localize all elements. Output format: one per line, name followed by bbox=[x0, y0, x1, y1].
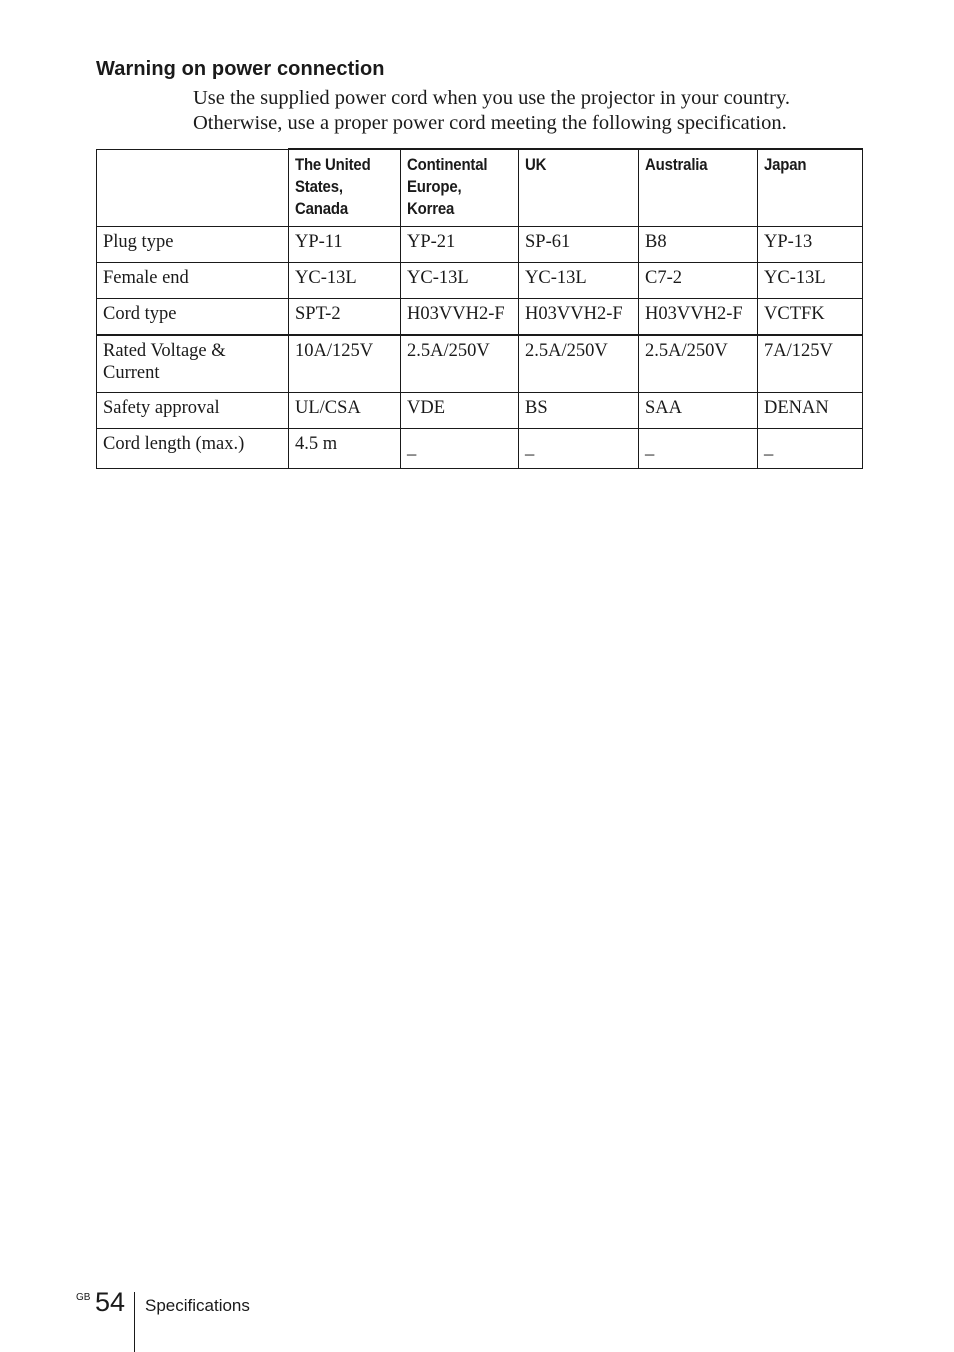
table-cell: YP-11 bbox=[289, 227, 401, 263]
table-cell: H03VVH2-F bbox=[639, 299, 758, 336]
footer-section-title: Specifications bbox=[145, 1296, 250, 1315]
table-cell: SAA bbox=[639, 393, 758, 429]
table-cell: 2.5A/250V bbox=[401, 335, 519, 393]
table-cell: C7-2 bbox=[639, 263, 758, 299]
column-header-australia: Australia bbox=[639, 149, 758, 227]
table-cell: SPT-2 bbox=[289, 299, 401, 336]
footer-divider bbox=[134, 1292, 135, 1352]
table-row-female-end bbox=[97, 263, 863, 299]
column-header-empty bbox=[97, 149, 289, 227]
table-cell: 2.5A/250V bbox=[519, 335, 639, 393]
table-cell: YC-13L bbox=[401, 263, 519, 299]
table-cell: _ bbox=[401, 429, 519, 469]
column-header-us-canada: The United States, Canada bbox=[289, 149, 401, 227]
column-header-uk: UK bbox=[519, 149, 639, 227]
table-cell: YP-21 bbox=[401, 227, 519, 263]
footer-region-code: GB bbox=[76, 1292, 91, 1303]
table-row-plug-type bbox=[97, 227, 863, 263]
table-cell: 2.5A/250V bbox=[639, 335, 758, 393]
row-label: Cord type bbox=[97, 299, 289, 336]
table-row-cord-type bbox=[97, 299, 863, 336]
table-row-safety-approval bbox=[97, 393, 863, 429]
table-cell: _ bbox=[758, 429, 863, 469]
row-label: Safety approval bbox=[97, 393, 289, 429]
table-cell: VCTFK bbox=[758, 299, 863, 336]
table-cell: 4.5 m bbox=[289, 429, 401, 469]
table-cell: YC-13L bbox=[519, 263, 639, 299]
table-cell: YC-13L bbox=[758, 263, 863, 299]
column-header-japan: Japan bbox=[758, 149, 863, 227]
table-cell: _ bbox=[639, 429, 758, 469]
section-heading: Warning on power connection bbox=[96, 58, 385, 80]
column-header-continental-europe: Continental Europe, Korrea bbox=[401, 149, 519, 227]
row-label: Rated Voltage & Current bbox=[97, 335, 289, 393]
table-cell: VDE bbox=[401, 393, 519, 429]
table-cell: BS bbox=[519, 393, 639, 429]
row-label: Cord length (max.) bbox=[97, 429, 289, 469]
intro-line: Use the supplied power cord when you use the projector in your country. bbox=[193, 87, 791, 109]
intro-paragraph bbox=[193, 86, 893, 136]
table-cell: YC-13L bbox=[289, 263, 401, 299]
table-cell: H03VVH2-F bbox=[519, 299, 639, 336]
table-cell: DENAN bbox=[758, 393, 863, 429]
intro-line: Otherwise, use a proper power cord meeting the following specification. bbox=[193, 112, 787, 134]
table-cell: SP-61 bbox=[519, 227, 639, 263]
table-cell: _ bbox=[519, 429, 639, 469]
table-cell: B8 bbox=[639, 227, 758, 263]
table-cell: UL/CSA bbox=[289, 393, 401, 429]
row-label: Female end bbox=[97, 263, 289, 299]
table-cell: 7A/125V bbox=[758, 335, 863, 393]
row-label: Plug type bbox=[97, 227, 289, 263]
page-number: 54 bbox=[95, 1287, 126, 1317]
table-row-rated-voltage bbox=[97, 335, 863, 393]
table-row-cord-length bbox=[97, 429, 863, 469]
table-cell: 10A/125V bbox=[289, 335, 401, 393]
table-cell: YP-13 bbox=[758, 227, 863, 263]
table-header-row bbox=[97, 149, 863, 227]
power-cord-spec-table bbox=[96, 148, 863, 469]
table-cell: H03VVH2-F bbox=[401, 299, 519, 336]
